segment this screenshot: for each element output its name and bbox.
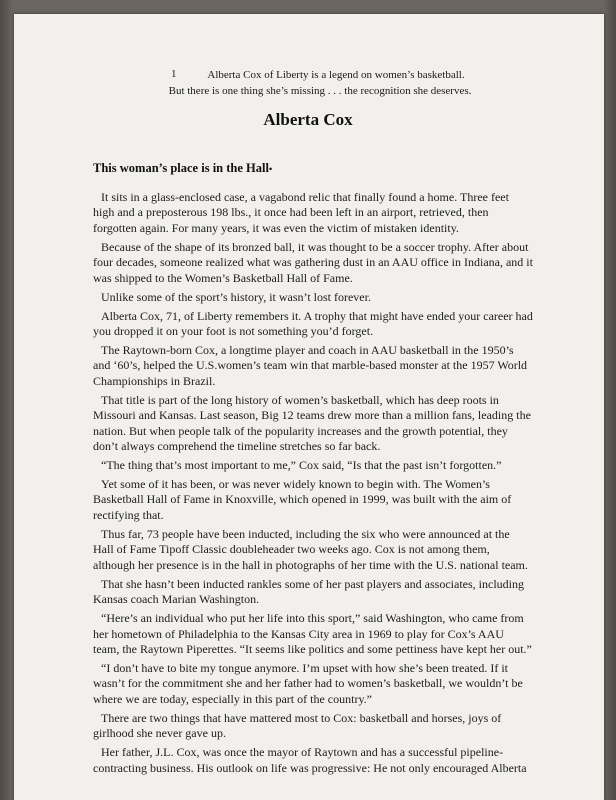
article-title: Alberta Cox xyxy=(263,110,353,129)
teaser xyxy=(140,67,500,99)
paragraph: Because of the shape of its bronzed ball, it was thought to be a soccer trophy. After about four decades, someone realized what was gathering dust in an AAU office in Indiana, and it was shipped to the Women’s Basketball Hall of Fame. xyxy=(93,239,533,285)
paragraph: Unlike some of the sport’s history, it wasn’t lost forever. xyxy=(101,289,371,304)
paragraph: The Raytown-born Cox, a longtime player and coach in AAU basketball in the 1950’s and ‘60’s, helped the U.S.women’s team win that marble-based monster at the 1957 World Championships in Brazil. xyxy=(93,343,528,388)
paragraph: Thus far, 73 people have been inducted, including the six who were announced at the Hall of Fame Tipoff Classic doubleheader two weeks ago. Cox is not among them, although her presence is in the hall in photographs of her time with the U.S. national team. xyxy=(93,526,528,572)
paragraph: “I don’t have to bite my tongue anymore. I’m upset with how she’s been treated. If it wasn’t for the commitment she and her father had to women’s basketball, we wouldn’t be where we are today, especially in this part of the country.” xyxy=(93,660,523,706)
subhead-mark: • xyxy=(268,164,273,174)
paragraph: That she hasn’t been inducted rankles some of her past players and associates, including Kansas coach Marian Washington. xyxy=(93,576,524,607)
paragraph: That title is part of the long history of women’s basketball, which has deep roots in Missouri and Kansas. Last season, Big 12 teams drew more than a million fans, leading the nation. But when people talk of the popularity increases and the growth potential, they don’t always comprehend the timeline stretches so far back. xyxy=(93,392,531,454)
paragraph: Yet some of it has been, or was never widely known to begin with. The Women’s Basketball Hall of Fame in Knoxville, which opened in 1999, was built with the aim of rectifying that. xyxy=(93,477,512,522)
teaser-line-1: Alberta Cox of Liberty is a legend on women’s basketball. xyxy=(207,69,465,81)
subhead-text: This woman’s place is in the Hall xyxy=(93,161,269,175)
paragraph: Her father, J.L. Cox, was once the mayor of Raytown and has a successful pipeline-contracting business. His outlook on life was progressive: He not only encouraged Alberta xyxy=(93,745,527,775)
article-body xyxy=(93,190,533,780)
paragraph: “Here’s an individual who put her life into this sport,” said Washington, who came from her hometown of Philadelphia to the Kansas City area in 1969 to play for Cox’s AAU team, the Raytown Piperettes. “It seems like politics and some pettiness have kept her out.” xyxy=(93,611,532,656)
article-subhead xyxy=(93,161,272,176)
page-number: 1 xyxy=(171,68,177,80)
paragraph: Alberta Cox, 71, of Liberty remembers it. A trophy that might have ended your career had you dropped it on your foot is not something you’d forget. xyxy=(93,308,533,339)
paragraph: “The thing that’s most important to me,” Cox said, “Is that the past isn’t forgotten.” xyxy=(101,458,502,473)
paragraph: There are two things that have mattered most to Cox: basketball and horses, joys of girlhood she never gave up. xyxy=(93,710,502,741)
teaser-line-2: But there is one thing she’s missing . . . the recognition she deserves. xyxy=(168,85,472,97)
paragraph: It sits in a glass-enclosed case, a vagabond relic that finally found a home. Three feet high and a preposterous 198 lbs., it once had been left in an airport, retrieved, then forgotten again. For many years, it was even the victim of mistaken identity. xyxy=(93,190,509,235)
